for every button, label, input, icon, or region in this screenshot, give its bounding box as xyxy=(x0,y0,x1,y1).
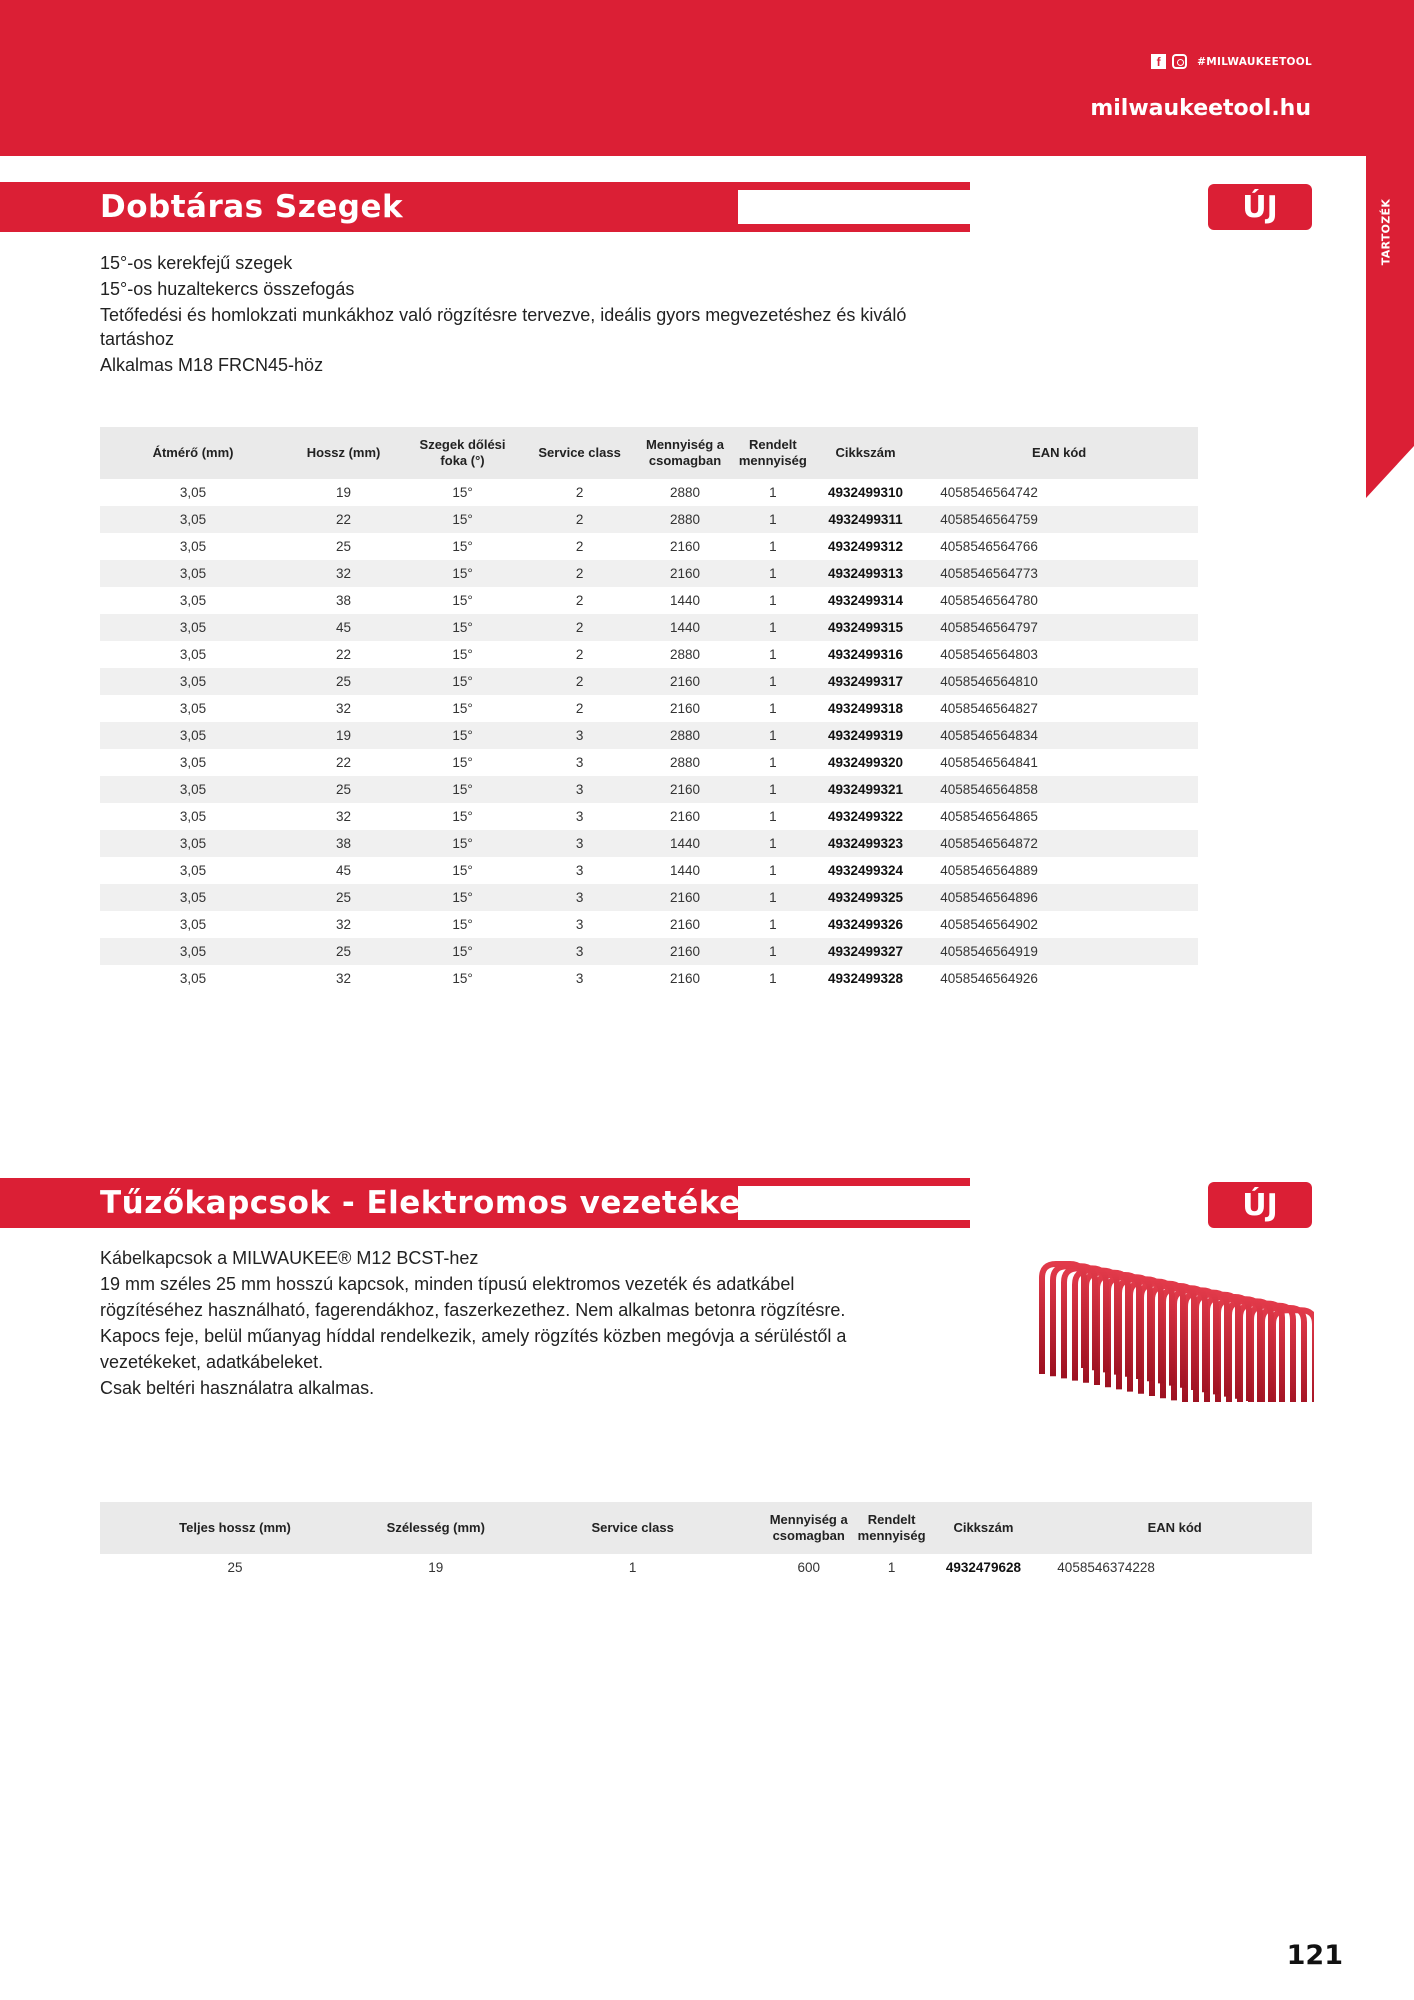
table-cell: 15° xyxy=(452,863,473,878)
table-cell: 1 xyxy=(887,1560,896,1575)
table-cell: 2 xyxy=(575,647,584,662)
table-cell: 1 xyxy=(735,722,811,749)
column-header: Rendelt mennyiség xyxy=(854,1502,930,1554)
column-header: EAN kód xyxy=(1037,1502,1312,1554)
table-cell: 4932499326 xyxy=(827,917,904,932)
table-row xyxy=(100,668,1198,695)
table-cell: 4058546564926 xyxy=(940,971,1038,986)
table-cell: 4932499319 xyxy=(811,722,920,749)
table-cell: 1 xyxy=(735,830,811,857)
instagram-icon[interactable] xyxy=(1172,54,1187,69)
table-row xyxy=(100,587,1198,614)
table-cell: 15° xyxy=(401,668,524,695)
table-cell: 2160 xyxy=(635,884,735,911)
table-cell: 2 xyxy=(524,614,635,641)
section2-spec-table xyxy=(100,1502,1312,1581)
table-cell: 3 xyxy=(575,755,584,770)
table-row xyxy=(100,722,1198,749)
table-cell: 38 xyxy=(286,830,401,857)
table-cell: 25 xyxy=(286,884,401,911)
table-cell: 2160 xyxy=(670,971,701,986)
description-line: tartáshoz xyxy=(100,329,175,349)
table-cell: 3,05 xyxy=(100,938,286,965)
table-cell: 15° xyxy=(452,485,473,500)
description-line: 15°-os kerekfejű szegek xyxy=(100,253,293,273)
table-cell: 4058546564841 xyxy=(940,755,1038,770)
hashtag: #MILWAUKEETOOL xyxy=(1197,55,1312,68)
table-cell: 4058546564834 xyxy=(920,722,1198,749)
table-cell: 2 xyxy=(524,560,635,587)
table-cell: 32 xyxy=(336,971,352,986)
table-cell: 3,05 xyxy=(100,722,286,749)
table-cell: 25 xyxy=(336,539,352,554)
section2-title: Tűzőkapcsok - Elektromos vezetékekhez xyxy=(100,1185,825,1221)
table-cell: 3 xyxy=(524,938,635,965)
table-cell: 1 xyxy=(769,863,777,878)
table-cell: 3,05 xyxy=(100,614,286,641)
table-cell: 22 xyxy=(336,647,352,662)
side-tab-label: TARTOZÉK xyxy=(1379,198,1393,266)
table-cell: 19 xyxy=(336,485,352,500)
table-row xyxy=(100,884,1198,911)
table-cell: 1 xyxy=(769,485,777,500)
table-cell: 1 xyxy=(735,506,811,533)
table-row xyxy=(100,1554,1312,1581)
table-cell: 4932499315 xyxy=(811,614,920,641)
table-cell: 15° xyxy=(401,560,524,587)
table-cell: 15° xyxy=(452,539,473,554)
table-cell: 2160 xyxy=(670,917,701,932)
table-cell: 4932499313 xyxy=(811,560,920,587)
table-row xyxy=(100,857,1198,884)
table-cell: 3,05 xyxy=(179,593,207,608)
table-cell: 25 xyxy=(286,938,401,965)
description-line: Kábelkapcsok a MILWAUKEE® M12 BCST-hez xyxy=(100,1248,479,1268)
table-cell: 2880 xyxy=(635,722,735,749)
section1-spec-table xyxy=(100,427,1198,992)
table-row xyxy=(100,479,1198,506)
section1-new-badge: ÚJ xyxy=(1208,184,1312,230)
table-cell: 32 xyxy=(336,701,352,716)
table-cell: 600 xyxy=(797,1560,820,1575)
table-cell: 1 xyxy=(769,647,777,662)
table-cell: 4932499328 xyxy=(827,971,904,986)
table-row xyxy=(100,776,1198,803)
column-header: Szélesség (mm) xyxy=(370,1502,501,1554)
description-line: rögzítéséhez használható, fagerendákhoz, faszerkezethez. Nem alkalmas betonra rögzítésre. xyxy=(100,1300,846,1320)
table-cell: 2160 xyxy=(635,560,735,587)
table-row xyxy=(100,803,1198,830)
table-cell: 4058546564902 xyxy=(940,917,1038,932)
table-cell: 2880 xyxy=(670,647,701,662)
table-cell: 3,05 xyxy=(179,755,207,770)
table-cell: 3,05 xyxy=(179,647,207,662)
table-cell: 2160 xyxy=(635,668,735,695)
table-cell: 15° xyxy=(452,701,473,716)
table-cell: 15° xyxy=(452,647,473,662)
column-header: Teljes hossz (mm) xyxy=(100,1502,370,1554)
column-header: Cikkszám xyxy=(930,1502,1038,1554)
column-header: EAN kód xyxy=(920,427,1198,479)
table-cell: 1 xyxy=(628,1560,637,1575)
table-cell: 1 xyxy=(735,776,811,803)
table-cell: 2160 xyxy=(635,776,735,803)
table-cell: 4058546564889 xyxy=(940,863,1038,878)
table-cell: 4932499317 xyxy=(811,668,920,695)
table-cell: 3 xyxy=(575,809,584,824)
table-cell: 2 xyxy=(575,593,584,608)
table-cell: 3,05 xyxy=(100,884,286,911)
table-cell: 4058546564766 xyxy=(940,539,1038,554)
table-cell: 2880 xyxy=(635,506,735,533)
description-line: Kapocs feje, belül műanyag híddal rendelkezik, amely rögzítés közben megóvja a sérüléstől a xyxy=(100,1326,847,1346)
column-header: Service class xyxy=(502,1502,764,1554)
table-cell: 15° xyxy=(401,722,524,749)
table-cell: 45 xyxy=(336,863,352,878)
table-cell: 3 xyxy=(575,863,584,878)
table-cell: 2160 xyxy=(670,809,701,824)
table-cell: 4932479628 xyxy=(945,1560,1021,1575)
table-cell: 3,05 xyxy=(179,809,207,824)
table-cell: 32 xyxy=(336,917,352,932)
table-cell: 15° xyxy=(452,755,473,770)
table-cell: 3,05 xyxy=(100,668,286,695)
table-row xyxy=(100,533,1198,560)
description-line: 15°-os huzaltekercs összefogás xyxy=(100,279,355,299)
table-cell: 45 xyxy=(286,614,401,641)
table-cell: 3,05 xyxy=(100,776,286,803)
table-cell: 2160 xyxy=(670,701,701,716)
column-header: Service class xyxy=(524,427,635,479)
header-band xyxy=(0,0,1414,156)
facebook-icon[interactable]: f xyxy=(1151,54,1166,69)
table-cell: 4932499316 xyxy=(827,647,904,662)
table-cell: 4058546564865 xyxy=(940,809,1038,824)
table-cell: 22 xyxy=(336,755,352,770)
table-cell: 4932499311 xyxy=(811,506,920,533)
social-links xyxy=(1151,54,1312,69)
table-cell: 19 xyxy=(428,1560,444,1575)
table-cell: 4058546564742 xyxy=(940,485,1038,500)
table-cell: 3 xyxy=(524,884,635,911)
section2-title-bar xyxy=(0,1178,970,1228)
table-cell: 25 xyxy=(286,776,401,803)
table-cell: 3,05 xyxy=(179,539,207,554)
table-cell: 4058546564827 xyxy=(940,701,1038,716)
table-cell: 4058546564858 xyxy=(920,776,1198,803)
table-cell: 4932499310 xyxy=(827,485,904,500)
section1-description xyxy=(100,250,906,378)
table-cell: 1 xyxy=(735,884,811,911)
table-row xyxy=(100,911,1198,938)
table-cell: 2 xyxy=(575,701,584,716)
table-cell: 3,05 xyxy=(179,971,207,986)
table-cell: 4932499318 xyxy=(827,701,904,716)
table-cell: 3,05 xyxy=(100,560,286,587)
section2-new-badge: ÚJ xyxy=(1208,1182,1312,1228)
table-cell: 22 xyxy=(286,506,401,533)
description-line: Tetőfedési és homlokzati munkákhoz való rögzítésre tervezve, ideális gyors megvezetéshez és kiváló xyxy=(100,305,907,325)
table-cell: 3,05 xyxy=(179,701,207,716)
table-cell: 4058546564773 xyxy=(920,560,1198,587)
table-cell: 15° xyxy=(452,971,473,986)
section1-title-bar xyxy=(0,182,970,232)
table-cell: 1440 xyxy=(635,830,735,857)
table-cell: 2880 xyxy=(670,485,701,500)
table-cell: 25 xyxy=(227,1560,243,1575)
table-cell: 1 xyxy=(735,938,811,965)
table-cell: 4058546564759 xyxy=(920,506,1198,533)
table-cell: 1 xyxy=(735,560,811,587)
column-header: Mennyiség a csomagban xyxy=(764,1502,854,1554)
table-cell: 1440 xyxy=(670,863,701,878)
table-row xyxy=(100,506,1198,533)
column-header: Szegek dőlési foka (°) xyxy=(401,427,524,479)
column-header: Cikkszám xyxy=(811,427,920,479)
table-cell: 4932499322 xyxy=(827,809,904,824)
table-cell: 4058546564810 xyxy=(920,668,1198,695)
table-cell: 3 xyxy=(575,917,584,932)
table-cell: 15° xyxy=(452,917,473,932)
description-line: 19 mm széles 25 mm hosszú kapcsok, minden típusú elektromos vezeték és adatkábel xyxy=(100,1274,795,1294)
column-header: Átmérő (mm) xyxy=(100,427,286,479)
table-cell: 15° xyxy=(452,809,473,824)
table-cell: 4932499320 xyxy=(827,755,904,770)
page-number: 121 xyxy=(1286,1940,1343,1971)
column-header: Rendelt mennyiség xyxy=(735,427,811,479)
table-cell: 1 xyxy=(735,668,811,695)
table-cell: 4932499321 xyxy=(811,776,920,803)
table-row xyxy=(100,938,1198,965)
website-link[interactable]: milwaukeetool.hu xyxy=(1090,96,1311,121)
section2-description xyxy=(100,1245,846,1401)
table-cell: 4058546564896 xyxy=(920,884,1198,911)
table-row xyxy=(100,695,1198,722)
table-cell: 1 xyxy=(735,614,811,641)
table-row xyxy=(100,641,1198,668)
table-cell: 4932499325 xyxy=(811,884,920,911)
table-cell: 1440 xyxy=(670,593,701,608)
table-cell: 2 xyxy=(575,485,584,500)
table-cell: 2 xyxy=(575,539,584,554)
column-header: Mennyiség a csomagban xyxy=(635,427,735,479)
table-cell: 1 xyxy=(769,755,777,770)
section1-title: Dobtáras Szegek xyxy=(100,189,404,225)
table-cell: 1 xyxy=(769,917,777,932)
table-row xyxy=(100,560,1198,587)
description-line: Alkalmas M18 FRCN45-höz xyxy=(100,355,324,375)
table-row xyxy=(100,965,1198,992)
table-cell: 1 xyxy=(769,593,777,608)
table-cell: 3 xyxy=(575,971,584,986)
table-cell: 3,05 xyxy=(179,917,207,932)
table-cell: 2880 xyxy=(670,755,701,770)
table-cell: 1 xyxy=(769,809,777,824)
table-cell: 32 xyxy=(286,560,401,587)
table-cell: 1 xyxy=(769,971,777,986)
cable-staples-image xyxy=(1032,1254,1314,1402)
table-cell: 3 xyxy=(524,830,635,857)
column-header: Hossz (mm) xyxy=(286,427,401,479)
table-cell: 2 xyxy=(524,506,635,533)
table-cell: 15° xyxy=(401,938,524,965)
table-cell: 15° xyxy=(401,830,524,857)
table-cell: 2160 xyxy=(670,539,701,554)
table-cell: 4932499327 xyxy=(811,938,920,965)
table-cell: 3,05 xyxy=(179,863,207,878)
table-cell: 4058546564780 xyxy=(940,593,1038,608)
table-cell: 19 xyxy=(286,722,401,749)
table-cell: 15° xyxy=(452,593,473,608)
table-cell: 4932499312 xyxy=(827,539,904,554)
table-row xyxy=(100,749,1198,776)
table-row xyxy=(100,830,1198,857)
table-cell: 3,05 xyxy=(100,830,286,857)
table-cell: 1 xyxy=(769,539,777,554)
table-cell: 4932499323 xyxy=(811,830,920,857)
table-cell: 2160 xyxy=(635,938,735,965)
table-cell: 4058546564803 xyxy=(940,647,1038,662)
description-line: vezetékeket, adatkábeleket. xyxy=(100,1352,324,1372)
table-cell: 25 xyxy=(286,668,401,695)
table-cell: 4058546564797 xyxy=(920,614,1198,641)
table-cell: 15° xyxy=(401,884,524,911)
table-cell: 1440 xyxy=(635,614,735,641)
table-cell: 32 xyxy=(336,809,352,824)
table-cell: 4932499324 xyxy=(827,863,904,878)
table-cell: 2 xyxy=(524,668,635,695)
table-cell: 3,05 xyxy=(179,485,207,500)
table-cell: 4058546564919 xyxy=(920,938,1198,965)
table-cell: 3,05 xyxy=(100,506,286,533)
table-cell: 38 xyxy=(336,593,352,608)
description-line: Csak beltéri használatra alkalmas. xyxy=(100,1378,375,1398)
table-cell: 15° xyxy=(401,776,524,803)
table-cell: 3 xyxy=(524,722,635,749)
table-cell: 4058546374228 xyxy=(1057,1560,1155,1575)
table-cell: 3 xyxy=(524,776,635,803)
table-cell: 15° xyxy=(401,506,524,533)
table-row xyxy=(100,614,1198,641)
table-cell: 1 xyxy=(769,701,777,716)
table-cell: 4932499314 xyxy=(827,593,904,608)
table-cell: 15° xyxy=(401,614,524,641)
table-cell: 4058546564872 xyxy=(920,830,1198,857)
